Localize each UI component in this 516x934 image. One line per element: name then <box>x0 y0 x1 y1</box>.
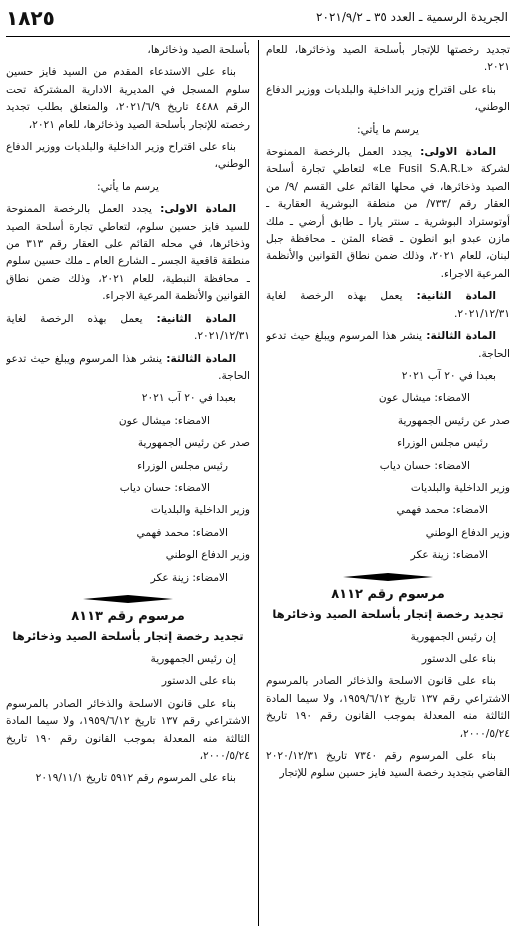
column-divider <box>258 40 259 926</box>
paragraph: بناء على المرسوم رقم ٧٣٤٠ تاريخ ٢٠٢٠/١٢/٣١ القاضي بتجديد رخصة السيد فايز حسين سلوم للإتجار <box>266 750 510 780</box>
article-text: يجدد العمل بالرخصة الممنوحة للسيد فايز حسين سلوم، لتعاطي تجارة أسلحة الصيد وذخائرها، في محله القائم على العقار رقم ٣١٣ من منطقة قاقعية الجسر ـ الشارع العام ـ ملك حسين سلوم ـ محافظة النبطية، للعام ٢٠٢١، وذلك ضمن نطاق القوانين والأنظمة المرعية الاجراء. <box>6 203 250 303</box>
decree-date: بعبدا في ٢٠ آب ٢٠٢١ <box>401 369 496 382</box>
article-text: ينشر هذا المرسوم ويبلغ حيث تدعو الحاجة. <box>6 352 250 382</box>
defense-minister-title: وزير الدفاع الوطني <box>425 526 510 539</box>
decree-number: مرسوم رقم ٨١١٢ <box>331 586 445 602</box>
pm-signature: الامضاء: حسان دياب <box>119 481 210 494</box>
defense-minister-title: وزير الدفاع الوطني <box>165 549 250 562</box>
pm-title: رئيس مجلس الوزراء <box>137 459 228 472</box>
interior-minister-title: وزير الداخلية والبلديات <box>410 481 510 494</box>
paragraph: تجديد رخصتها للإتجار بأسلحة الصيد وذخائرها، للعام ٢٠٢١. <box>266 44 510 74</box>
right-column <box>266 42 510 926</box>
header-rule <box>6 36 510 37</box>
interior-minister-title: وزير الداخلية والبلديات <box>150 504 250 517</box>
issued-by: صدر عن رئيس الجمهورية <box>137 437 250 450</box>
paragraph: بناء على المرسوم رقم ٥٩١٢ تاريخ ٢٠١٩/١١/١ <box>35 772 236 785</box>
decree-intro: يرسم ما يأتي: <box>357 123 419 136</box>
page-header <box>6 6 508 36</box>
article-text: ينشر هذا المرسوم ويبلغ حيث تدعو الحاجة. <box>266 330 510 360</box>
article-1 <box>6 201 250 305</box>
decree-subtitle: تجديد رخصة إتجار بأسلحة الصيد وذخائرها <box>12 628 244 643</box>
article-text: يعمل بهذه الرخصة لغاية ٢٠٢١/١٢/٣١. <box>266 290 510 320</box>
article-2 <box>6 311 250 346</box>
article-2 <box>266 288 510 323</box>
interior-minister-signature: الامضاء: محمد فهمي <box>396 504 488 517</box>
decree-opening: إن رئيس الجمهورية <box>410 630 496 643</box>
article-label: المادة الثانية: <box>416 290 496 303</box>
pm-signature: الامضاء: حسان دياب <box>379 459 470 472</box>
decree-number: مرسوم رقم ٨١١٣ <box>71 608 185 624</box>
paragraph: بناء على قانون الاسلحة والذخائر الصادر بالمرسوم الاشتراعي رقم ١٣٧ تاريخ ١٩٥٩/٦/١٢، ولا سيما المادة الثالثة منه المعدلة بموجب القانون رقم ١٩٠ تاريخ ٢٠٠٠/٥/٢٤، <box>266 675 510 740</box>
article-label: المادة الثالثة: <box>426 330 496 343</box>
paragraph: بناء على قانون الاسلحة والذخائر الصادر بالمرسوم الاشتراعي رقم ١٣٧ تاريخ ١٩٥٩/٦/١٢، ولا سيما المادة الثالثة منه المعدلة بموجب القانون رقم ١٩٠ تاريخ ٢٠٠٠/٥/٢٤، <box>6 697 250 762</box>
decree-subtitle: تجديد رخصة إتجار بأسلحة الصيد وذخائرها <box>272 606 504 621</box>
decree-opening: إن رئيس الجمهورية <box>150 652 236 665</box>
decree-separator <box>6 592 250 606</box>
article-label: المادة الاولى: <box>420 146 497 159</box>
paragraph: بناء على اقتراح وزير الداخلية والبلديات ووزير الدفاع الوطني، <box>6 141 250 171</box>
paragraph: بناء على الاستدعاء المقدم من السيد فايز حسين سلوم المسجل في المديرية الادارية المشتركة تحت الرقم ٤٤٨٨ تاريخ ٢٠٢١/٦/٩، والمتعلق بطلب تجديد رخصته للإتجار بأسلحة الصيد وذخائرها، للعام ٢٠٢١، <box>6 66 250 131</box>
defense-minister-signature: الامضاء: زينة عكر <box>410 549 488 562</box>
paragraph: بناء على الدستور <box>421 652 496 665</box>
article-label: المادة الثانية: <box>156 312 236 325</box>
decree-date: بعبدا في ٢٠ آب ٢٠٢١ <box>141 392 236 405</box>
paragraph: بناء على الدستور <box>161 675 236 688</box>
article-label: المادة الاولى: <box>160 203 237 216</box>
left-column <box>6 42 250 926</box>
president-signature: الامضاء: ميشال عون <box>378 392 470 405</box>
paragraph: بأسلحة الصيد وذخائرها، <box>147 44 250 56</box>
page-number: ١٨٢٥ <box>6 6 55 30</box>
paragraph: بناء على اقتراح وزير الداخلية والبلديات ووزير الدفاع الوطني، <box>266 83 510 114</box>
article-text: يعمل بهذه الرخصة لغاية ٢٠٢١/١٢/٣١. <box>6 312 250 343</box>
article-3 <box>6 351 250 386</box>
article-3 <box>266 328 510 363</box>
article-label: المادة الثالثة: <box>166 352 236 365</box>
decree-separator <box>266 570 510 584</box>
interior-minister-signature: الامضاء: محمد فهمي <box>136 526 228 539</box>
article-text: يجدد العمل بالرخصة الممنوحة لشركة «Le Fusil S.A.R.L» لتعاطي تجارة أسلحة الصيد وذخائرها، في محلها القائم على القسم /٩/ من العقار رقم /٧٣٣/ من منطقة البوشرية العقارية ـ أوتوستراد البوشرية ـ سنتر يارا ـ طابق أرضي ـ ملك مازن عبدو ابو انطون ـ قضاء المتن ـ محافظة جبل لبنان، للعام ٢٠٢١، وذلك ضمن نطاق القوانين والأنظمة المرعية الاجراء. <box>266 146 510 280</box>
defense-minister-signature: الامضاء: زينة عكر <box>150 571 228 584</box>
pm-title: رئيس مجلس الوزراء <box>397 437 488 450</box>
gazette-title: الجريدة الرسمية ـ العدد ٣٥ ـ ٢٠٢١/٩/٢ <box>316 10 508 24</box>
decree-intro: يرسم ما يأتي: <box>97 180 159 193</box>
issued-by: صدر عن رئيس الجمهورية <box>397 414 510 427</box>
president-signature: الامضاء: ميشال عون <box>118 414 210 427</box>
article-1 <box>266 144 510 283</box>
